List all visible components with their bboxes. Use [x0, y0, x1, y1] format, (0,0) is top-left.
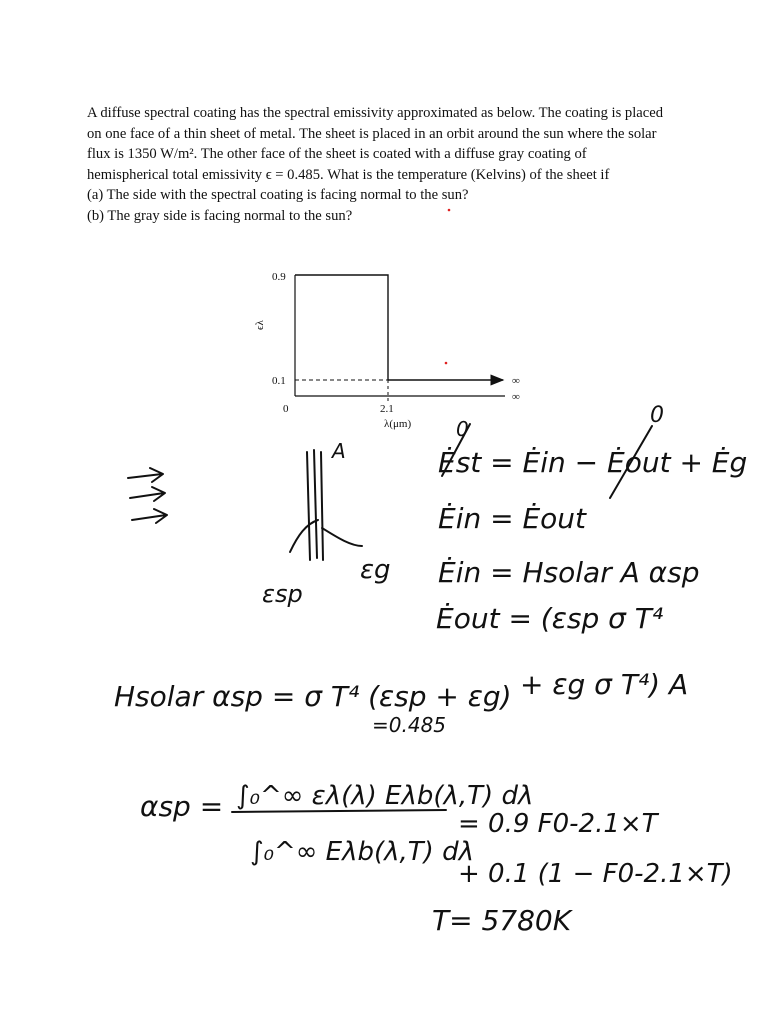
sheet-sketch — [128, 439, 391, 608]
esp-pointer — [290, 520, 318, 552]
sheet-line — [314, 450, 317, 558]
absorptivity-lhs: αsp = — [140, 790, 224, 823]
x-tick-0: 0 — [283, 403, 289, 415]
y-tick-0-1: 0.1 — [272, 375, 286, 387]
equation-combined: Hsolar αsp = σ T⁴ (εsp + εg) — [114, 680, 512, 713]
gray-emissivity-value: =0.485 — [372, 713, 447, 737]
incoming-arrow-icon — [130, 487, 165, 501]
sheet-line — [321, 452, 323, 560]
problem-part-a: (a) The side with the spectral coating is facing normal to the sun? — [87, 187, 469, 203]
infinity-label-top: ∞ — [512, 375, 520, 387]
absorptivity-rhs-line1: = 0.9 F0-2.1×T — [458, 809, 658, 839]
infinity-label-bottom: ∞ — [512, 391, 520, 403]
sheet-line — [307, 452, 310, 560]
equation-zero-mark: 0 — [650, 403, 664, 428]
y-tick-0-9: 0.9 — [272, 271, 286, 283]
red-pen-mark — [445, 362, 448, 365]
label-esp: εsp — [262, 580, 303, 608]
equation-in-equals-out: Ėin = Ėout — [438, 502, 587, 535]
problem-part-b: (b) The gray side is facing normal to the sun? — [87, 207, 353, 224]
emissivity-plot — [254, 271, 520, 430]
equation-zero-mark: 0 — [456, 417, 469, 441]
absorptivity-rhs-line2: + 0.1 (1 − F0-2.1×T) — [458, 859, 733, 889]
x-axis-label: λ(μm) — [384, 418, 412, 430]
energy-balance-equations — [114, 403, 747, 937]
emissivity-step-high — [295, 275, 388, 380]
problem-statement: A diffuse spectral coating has the spectral emissivity approximated as below. The coating is placed on one face of a thin sheet of metal. The sheet is placed in an orbit around the sun where the solar flux is 1350 W/m². The other face of the sheet is coated with a diffuse gray coating of hemispherical total emissivity ϵ = 0.485. What is the temperature (Kelvins) of the sheet if — [87, 105, 664, 183]
absorptivity-numerator: ∫₀^∞ ελ(λ) Eλb(λ,T) dλ — [236, 781, 534, 811]
equation-energy-in: Ėin = Hsolar A αsp — [438, 556, 700, 589]
incoming-arrow-icon — [132, 509, 167, 523]
label-eg: εg — [360, 555, 391, 585]
y-axis-label: ϵλ — [254, 320, 266, 330]
eg-pointer — [322, 528, 362, 546]
x-tick-2-1: 2.1 — [380, 403, 394, 415]
incoming-arrow-icon — [128, 468, 163, 482]
equation-energy-out-line1: Ėout = (εsp σ T⁴ — [436, 602, 664, 635]
sun-temperature-result: T= 5780K — [432, 904, 572, 937]
red-pen-mark — [448, 209, 451, 212]
absorptivity-denominator: ∫₀^∞ Eλb(λ,T) dλ — [250, 837, 474, 867]
label-area-A: A — [332, 439, 346, 463]
equation-energy-balance: Ėst = Ėin − Ėout + Ėg — [438, 446, 748, 479]
equation-energy-out-line2: + εg σ T⁴) A — [520, 668, 689, 701]
